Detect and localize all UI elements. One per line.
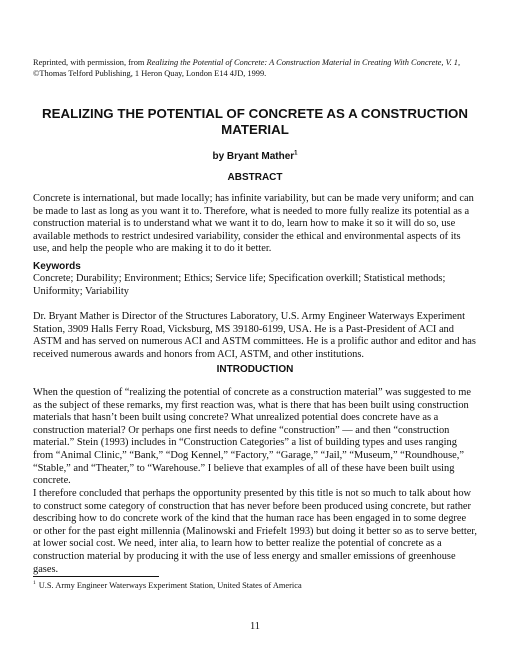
- introduction-paragraph-2: I therefore concluded that perhaps the opportunity presented by this title is not so much to talk about how to construct some category of construction that has never before been produced using concrete, but rather describing how to do concrete work of the kind that the human race has been engaged in to some degree or other for the past eight millennia (Malinowski and Friefelt 1993) but doing it better so as to serve better, at lower social cost. We need, inter alia, to learn how to better realize the potential of concrete as a construction material by producing it with the use of less energy and smaller emissions of greenhouse gases.: [33, 488, 477, 575]
- reprint-notice: [33, 58, 477, 79]
- introduction-heading: INTRODUCTION: [216, 364, 294, 375]
- author-bio: Dr. Bryant Mather is Director of the Structures Laboratory, U.S. Army Engineer Waterways Experiment Station, 3909 Halls Ferry Road, Vicksburg, MS 39180-6199, USA. He is a Past-President of ACI and ASTM and has served on numerous ACI and ASTM committees. He is a prolific author and editor and has received numerous awards and honors from ACI, ASTM, and other institutions.: [33, 311, 476, 360]
- page-number: 11: [249, 621, 260, 632]
- reprint-prefix: Reprinted, with permission, from: [33, 58, 147, 67]
- keywords-heading: Keywords: [33, 261, 81, 272]
- paper-title: REALIZING THE POTENTIAL OF CONCRETE AS A CONSTRUCTION MATERIAL: [42, 106, 468, 137]
- introduction-paragraph-1: When the question of “realizing the potential of concrete as a construction material” was suggested to me as the subject of these remarks, my first reaction was, what is there that has been built using construction materials that hasn’t been built using concrete? What unrealized potential does concrete have as a construction material? Or perhaps one first needs to define “construction” — and then “construction material.” Stein (1993) includes in “Construction Categories” a list of building types and uses ranging from “Animal Clinic,” “Bank,” “Dog Kennel,” “Factory,” “Garage,” “Jail,” “Museum,” “Roundhouse,” “Stable,” and “Theater,” to “Warehouse.” I believe that examples of all of these have been built using concrete.: [33, 387, 471, 487]
- abstract-text: Concrete is international, but made locally; has infinite variability, but can be made very uniform; and can be made to last as long as you want it to. Therefore, what is needed to more fully realize its potential as a construction material is to understand what we want it to do, learn how to make it so it will do so, use available methods to restrict undesired variability, consider the ethical and environmental aspects of its use, and help the people who are making it to do it better.: [33, 193, 474, 255]
- footnote-mark: 1: [33, 580, 36, 587]
- footnote-divider: [33, 576, 159, 577]
- author-footnote-mark: 1: [294, 150, 298, 157]
- reprint-publisher: ©Thomas Telford Publishing, 1 Heron Quay, London E14 4JD, 1999.: [33, 68, 267, 78]
- abstract-heading: ABSTRACT: [227, 172, 283, 183]
- keywords-text: Concrete; Durability; Environment; Ethics; Service life; Specification overkill; Statistical methods; Uniformity; Variability: [33, 273, 446, 297]
- reprint-source: Realizing the Potential of Concrete: A Construction Material in Creating With Concrete, V. 1,: [146, 58, 461, 67]
- footnote-text: U.S. Army Engineer Waterways Experiment Station, United States of America: [38, 581, 302, 590]
- author-name: by Bryant Mather: [212, 151, 295, 162]
- footnote: [33, 581, 477, 590]
- author-byline: [33, 151, 477, 162]
